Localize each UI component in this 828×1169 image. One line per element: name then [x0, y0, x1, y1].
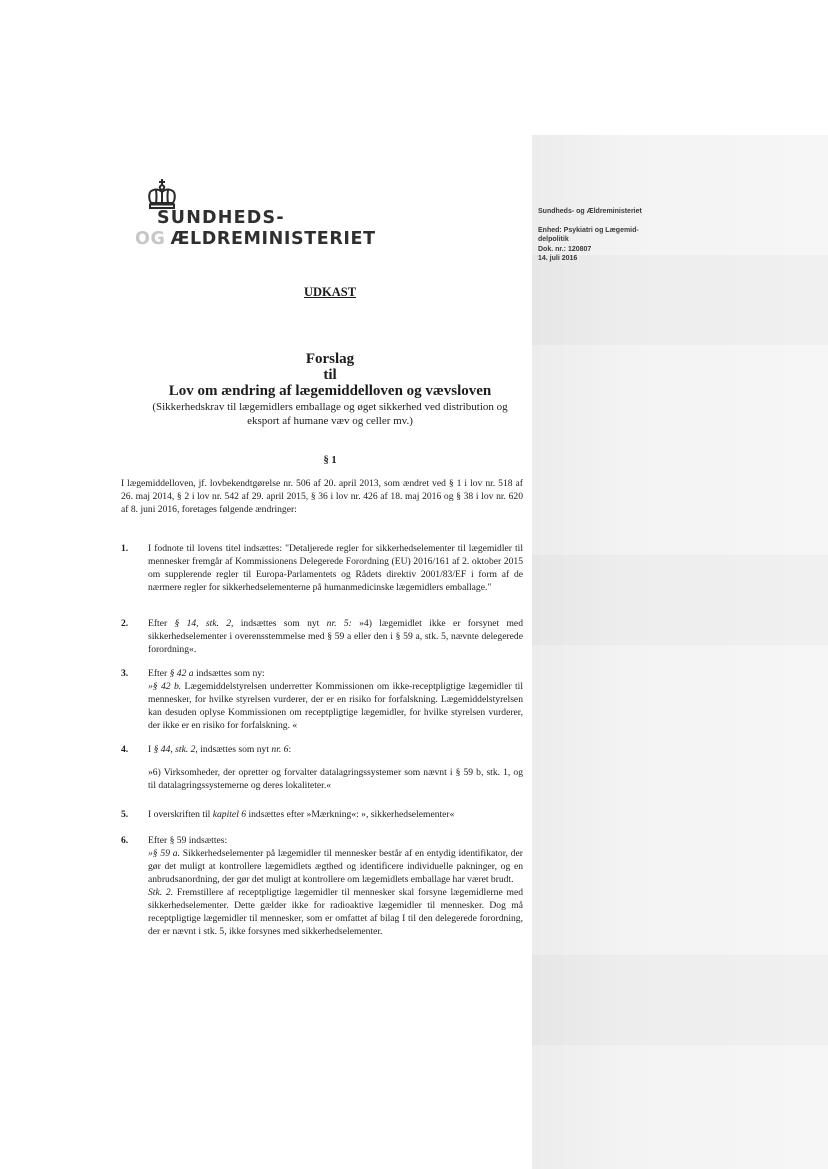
shade-band — [532, 955, 828, 1045]
item-body — [148, 834, 523, 938]
item-body — [148, 542, 523, 594]
amendment-item — [121, 667, 523, 732]
meta-unit-line2: delpolitik — [538, 236, 569, 243]
stk-text: Fremstillere af receptpligtige lægemidler til mennesker skal forsyne lægemidlerne med sikkerhedselementer. Dette gælder ikke for radioaktive lægemidler til mennesker. Dog må receptpligtige lægemidler til mennesker, som er omfattet af bilag I til den delegerede forordning, der er nævnt i stk. 5, ikke forsynes med sikkerhedselementer. — [148, 887, 523, 937]
logo-line1: SUNDHEDS- — [157, 208, 285, 228]
item-text-mid: indsættes som nyt — [233, 618, 327, 629]
meta-unit-line1: Enhed: Psykiatri og Lægemid- — [538, 226, 639, 234]
title-line3: Lov om ændring af lægemiddelloven og vævsloven — [168, 383, 492, 399]
item-text-pre: I overskriften til — [148, 809, 213, 820]
title-line2: til — [323, 367, 337, 383]
item-text-pre: Efter § 59 indsættes: — [148, 835, 228, 846]
document-meta — [538, 207, 658, 264]
item-ref: § 44, stk. 2, — [153, 744, 198, 755]
amendment-item — [121, 542, 523, 594]
item-number: 2. — [121, 618, 129, 629]
item-body — [148, 808, 523, 821]
item-text-post: indsættes efter »Mærkning«: », sikkerhedselementer« — [246, 809, 455, 820]
item-number: 1. — [121, 543, 129, 554]
amendment-item — [121, 617, 523, 656]
item-text-pre: I — [148, 744, 154, 755]
stk-ref: Stk. 2. — [148, 887, 174, 898]
quote-text: Sikkerhedselementer på lægemidler til mennesker består af en entydig identifikator, der gør det muligt at kontrollere lægemidlets ægthed og identificere individuelle pakninger, og en anbrudsanordning, der gør det muligt at kontrollere om lægemidlets emballage har været brudt. — [148, 848, 523, 885]
meta-date: 14. juli 2016 — [538, 255, 578, 262]
shade-band — [532, 555, 828, 645]
quote-ref: »§ 42 b. — [148, 681, 182, 692]
title-subtitle: (Sikkerhedskrav til lægemidlers emballage og øget sikkerhed ved distribution og eksport af humane væv og celler mv.) — [152, 401, 508, 427]
item-text-pre: Efter — [148, 618, 175, 629]
intro-paragraph: I lægemiddelloven, jf. lovbekendtgørelse nr. 506 af 20. april 2013, som ændret ved § 1 i lov nr. 518 af 26. maj 2014, § 2 i lov nr. 542 af 29. april 2015, § 36 i lov nr. 426 af 18. maj 2016 og § 38 i lov nr. 620 af 8. juni 2016, foretages følgende ændringer: — [121, 478, 523, 515]
section-heading: § 1 — [323, 455, 337, 466]
item-text-post: indsættes som ny: — [193, 668, 265, 679]
item-ref2: nr. 6 — [271, 744, 289, 755]
item-number: 5. — [121, 809, 129, 820]
logo-line2 — [135, 229, 376, 249]
amendment-item — [121, 743, 523, 792]
item-text-mid: indsættes som nyt — [197, 744, 272, 755]
item-number: 4. — [121, 744, 129, 755]
logo-og: OG — [135, 229, 166, 249]
item-text-pre: Efter — [148, 668, 170, 679]
meta-doc-number: Dok. nr.: 120807 — [538, 245, 592, 253]
amendment-item — [121, 808, 523, 821]
item-ref: § 14, stk. 2, — [174, 618, 234, 629]
draft-label: UDKAST — [303, 285, 357, 299]
item-ref: kapitel 6 — [212, 809, 247, 820]
item-body — [148, 617, 523, 656]
quote-text: Lægemiddelstyrelsen underretter Kommissionen om ikke-receptpligtige lægemidler til mennesker, for hvilke styrelsen vurderer, der er en risiko for forfalskning. Lægemiddelstyrelsen kan desuden oplyse Kommissionen om receptpligtige lægemidler, for hvilke styrelsen vurderer, der ikke er en risiko for forfalskning. « — [148, 681, 523, 731]
item-number: 3. — [121, 668, 129, 679]
item-ref2: nr. 5: — [326, 618, 352, 629]
quote-ref: »§ 59 a. — [148, 848, 180, 859]
bill-title — [140, 351, 520, 428]
shade-band — [532, 255, 828, 345]
item-number: 6. — [121, 835, 129, 846]
amendment-item — [121, 834, 523, 938]
item-body — [148, 667, 523, 732]
item-body — [148, 743, 523, 792]
royal-crown-icon — [145, 178, 179, 210]
logo-ministry-name: ÆLDREMINISTERIET — [170, 229, 376, 249]
item-ref: § 42 a — [169, 668, 194, 679]
meta-ministry: Sundheds- og Ældreministeriet — [538, 208, 642, 215]
item-text-post: »4) lægemidlet ikke er forsynet med sikkerhedselementer i overensstemmelse med § 59 a eller den i § 59 a, stk. 5, nævnte delegerede forordning«. — [148, 618, 523, 655]
item-text-post: : — [288, 744, 292, 755]
item-text: I fodnote til lovens titel indsættes: "Detaljerede regler for sikkerhedselementer til lægemidler til mennesker fremgår af Kommissionens Delegerede Forordning (EU) 2016/161 af 2. oktober 2015 om supplerende regler til Europa-Parlamentets og Rådets direktiv 2001/83/EF i form af de nærmere regler for sikkerhedselementerne på humanmedicinske lægemidlers emballage." — [148, 543, 523, 593]
quote-text: »6) Virksomheder, der opretter og forvalter datalagringssystemer som nævnt i § 59 b, stk. 1, og til datalagringssystemerne og deres lokaliteter.« — [148, 767, 523, 791]
title-line1: Forslag — [305, 351, 355, 367]
